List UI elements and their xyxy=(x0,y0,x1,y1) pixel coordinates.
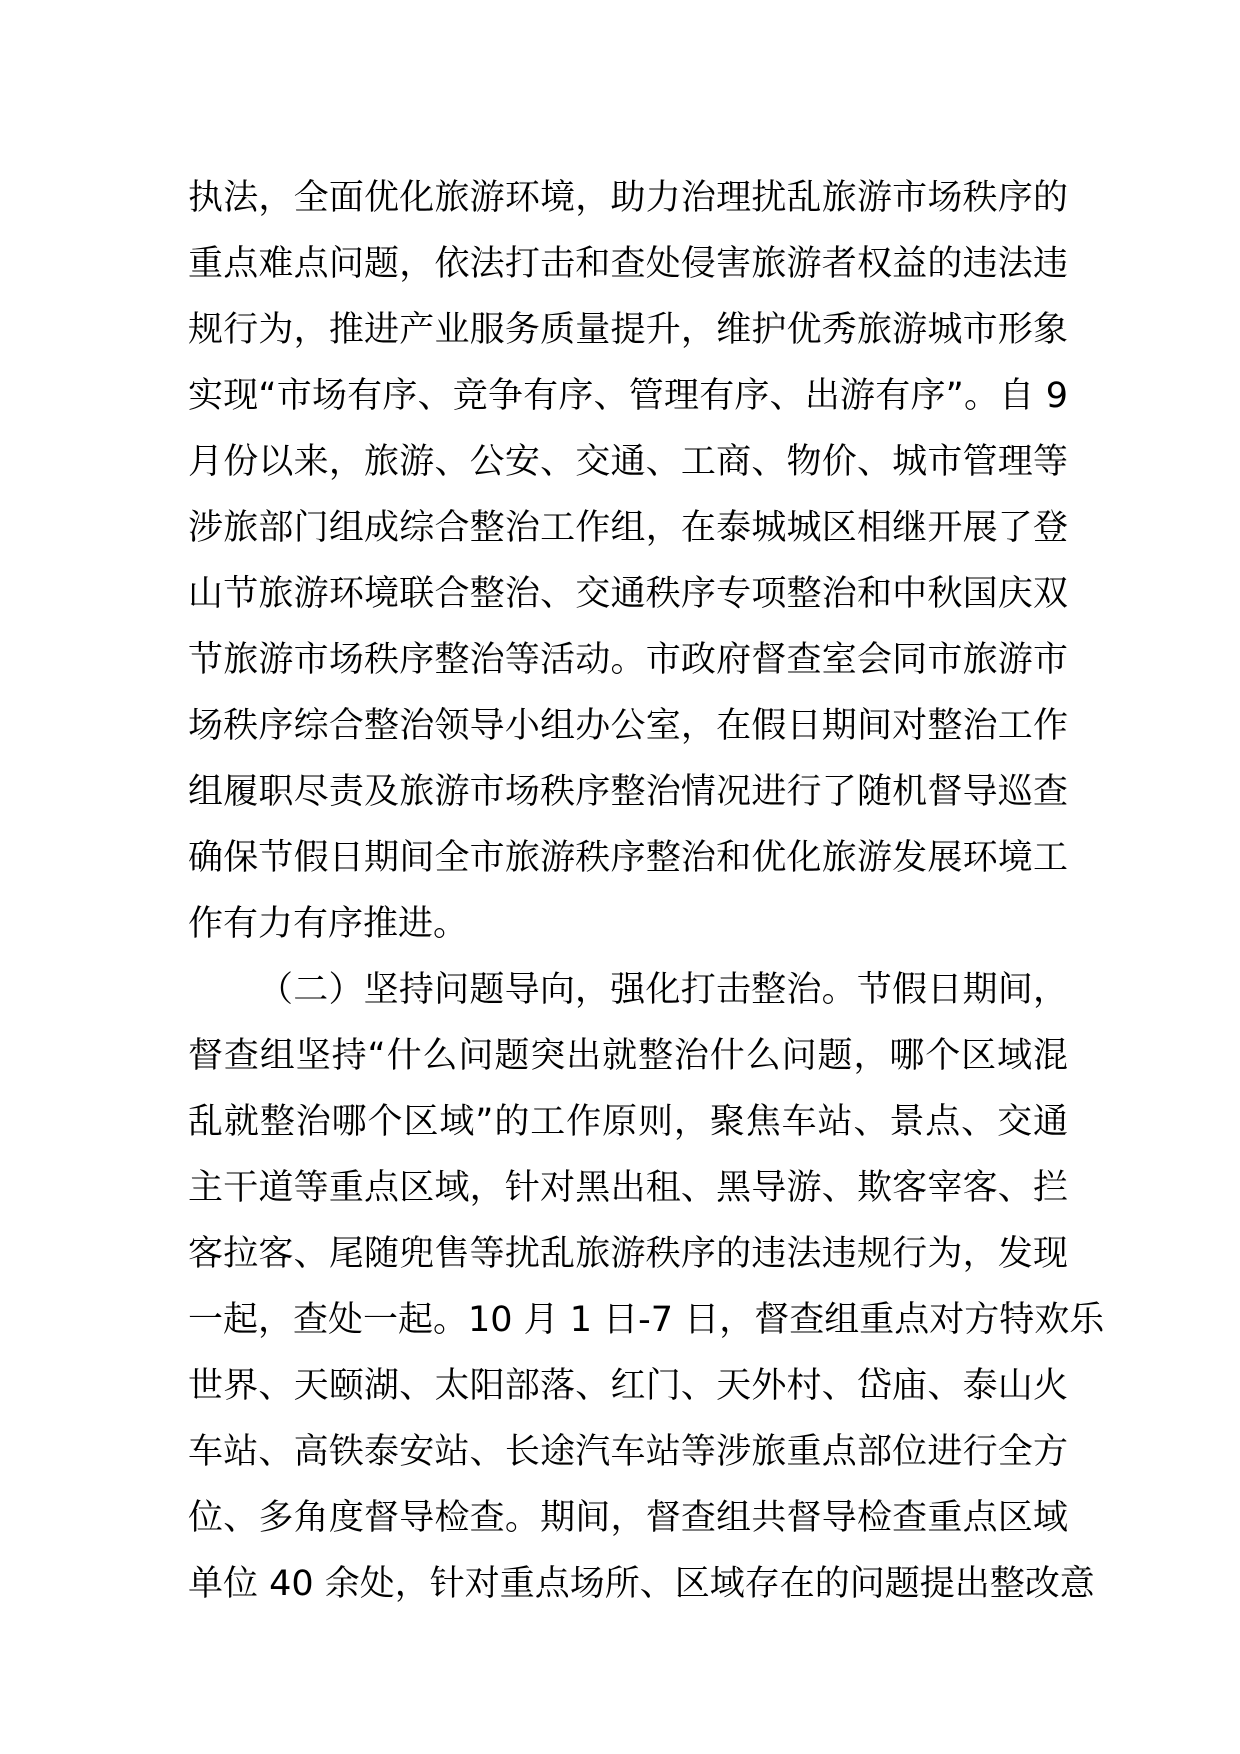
text-line: 确保节假日期间全市旅游秩序整治和优化旅游发展环境工 xyxy=(188,838,1068,878)
text-line: 山节旅游环境联合整治、交通秩序专项整治和中秋国庆双 xyxy=(188,574,1068,614)
text-line: （二）坚持问题导向，强化打击整治。节假日期间， xyxy=(258,970,1068,1010)
text-line: 作有力有序推进。 xyxy=(188,904,469,944)
text-line: 客拉客、尾随兜售等扰乱旅游秩序的违法违规行为，发现 xyxy=(188,1234,1068,1274)
text-line: 主干道等重点区域，针对黑出租、黑导游、欺客宰客、拦 xyxy=(188,1168,1068,1208)
text-line: 督查组坚持“什么问题突出就整治什么问题，哪个区域混 xyxy=(188,1036,1068,1076)
text-line: 节旅游市场秩序整治等活动。市政府督查室会同市旅游市 xyxy=(188,640,1068,680)
paragraph-2 xyxy=(188,957,1105,1617)
text-line: 乱就整治哪个区域”的工作原则，聚焦车站、景点、交通 xyxy=(188,1102,1068,1142)
body-text xyxy=(188,165,1105,1617)
text-line: 车站、高铁泰安站、长途汽车站等涉旅重点部位进行全方 xyxy=(188,1432,1068,1472)
text-line: 一起，查处一起。10 月 1 日-7 日，督查组重点对方特欢乐 xyxy=(188,1300,1105,1340)
text-line: 位、多角度督导检查。期间，督查组共督导检查重点区域 xyxy=(188,1498,1068,1538)
text-line: 世界、天颐湖、太阳部落、红门、天外村、岱庙、泰山火 xyxy=(188,1366,1068,1406)
text-line: 单位 40 余处，针对重点场所、区域存在的问题提出整改意 xyxy=(188,1564,1095,1604)
text-line: 规行为，推进产业服务质量提升，维护优秀旅游城市形象 xyxy=(188,310,1068,350)
paragraph-1 xyxy=(188,165,1068,957)
text-line: 涉旅部门组成综合整治工作组，在泰城城区相继开展了登 xyxy=(188,508,1068,548)
text-line: 重点难点问题，依法打击和查处侵害旅游者权益的违法违 xyxy=(188,244,1068,284)
text-line: 执法，全面优化旅游环境，助力治理扰乱旅游市场秩序的 xyxy=(188,178,1068,218)
text-line: 场秩序综合整治领导小组办公室，在假日期间对整治工作 xyxy=(188,706,1068,746)
text-line: 组履职尽责及旅游市场秩序整治情况进行了随机督导巡查 xyxy=(188,772,1068,812)
text-line: 实现“市场有序、竞争有序、管理有序、出游有序”。自 9 xyxy=(188,376,1068,416)
text-line: 月份以来，旅游、公安、交通、工商、物价、城市管理等 xyxy=(188,442,1068,482)
